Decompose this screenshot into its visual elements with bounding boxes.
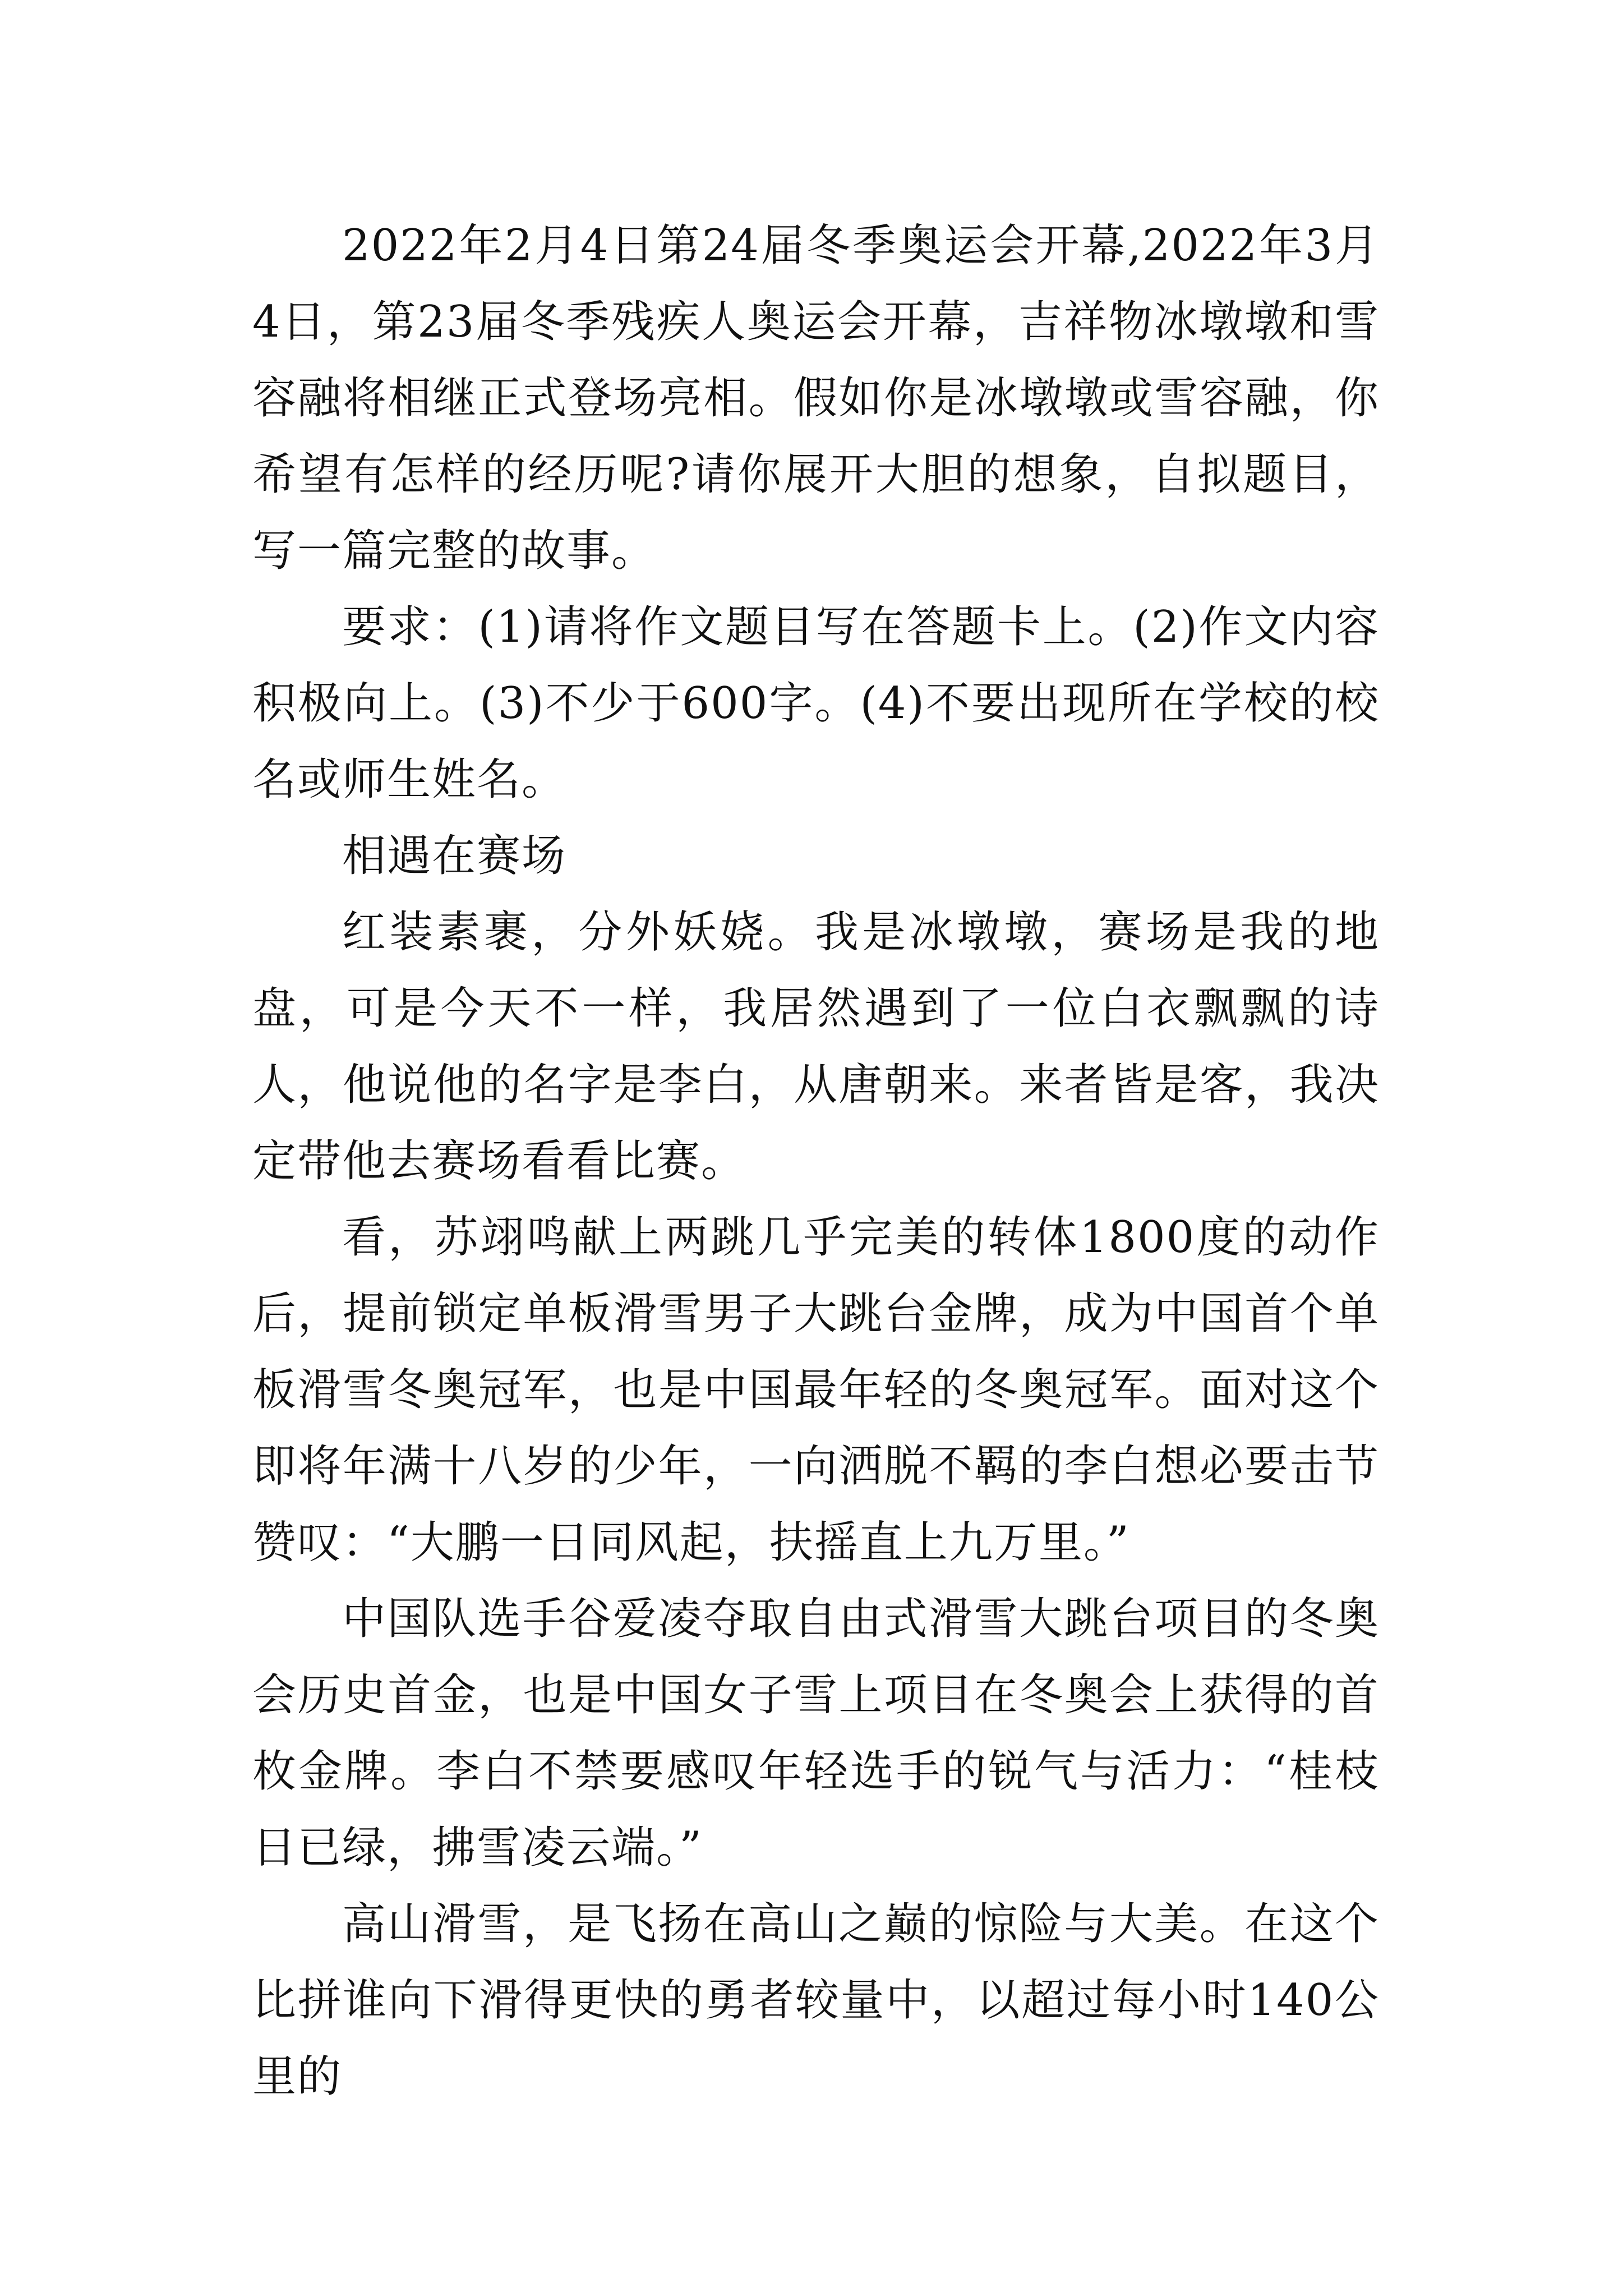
prompt-paragraph: 2022年2月4日第24届冬季奥运会开幕,2022年3月4日，第23届冬季残疾人奥运会开幕，吉祥物冰墩墩和雪容融将相继正式登场亮相。假如你是冰墩墩或雪容融，你希望有怎样的经历呢?请你展开大胆的想象，自拟题目，写一篇完整的故事。 [252,220,1380,576]
essay-paragraph: 红装素裹，分外妖娆。我是冰墩墩，赛场是我的地盘，可是今天不一样，我居然遇到了一位白衣飘飘的诗人，他说他的名字是李白，从唐朝来。来者皆是客，我决定带他去赛场看看比赛。 [252,907,1380,1186]
requirements-paragraph: 要求：(1)请将作文题目写在答题卡上。(2)作文内容积极向上。(3)不少于600字。(4)不要出现所在学校的校名或师生姓名。 [252,602,1380,805]
essay-paragraph: 中国队选手谷爱凌夺取自由式滑雪大跳台项目的冬奥会历史首金，也是中国女子雪上项目在冬奥会上获得的首枚金牌。李白不禁要感叹年轻选手的锐气与活力：“桂枝日已绿，拂雪凌云端。” [252,1594,1380,1873]
document-body [252,208,1380,2115]
essay-title: 相遇在赛场 [342,831,567,881]
essay-paragraph: 高山滑雪，是飞扬在高山之巅的惊险与大美。在这个比拼谁向下滑得更快的勇者较量中，以超过每小时140公里的 [252,1899,1380,2102]
essay-paragraph: 看，苏翊鸣献上两跳几乎完美的转体1800度的动作后，提前锁定单板滑雪男子大跳台金牌，成为中国首个单板滑雪冬奥冠军，也是中国最年轻的冬奥冠军。面对这个即将年满十八岁的少年，一向洒脱不羁的李白想必要击节赞叹：“大鹏一日同风起，扶摇直上九万里。” [252,1212,1380,1568]
